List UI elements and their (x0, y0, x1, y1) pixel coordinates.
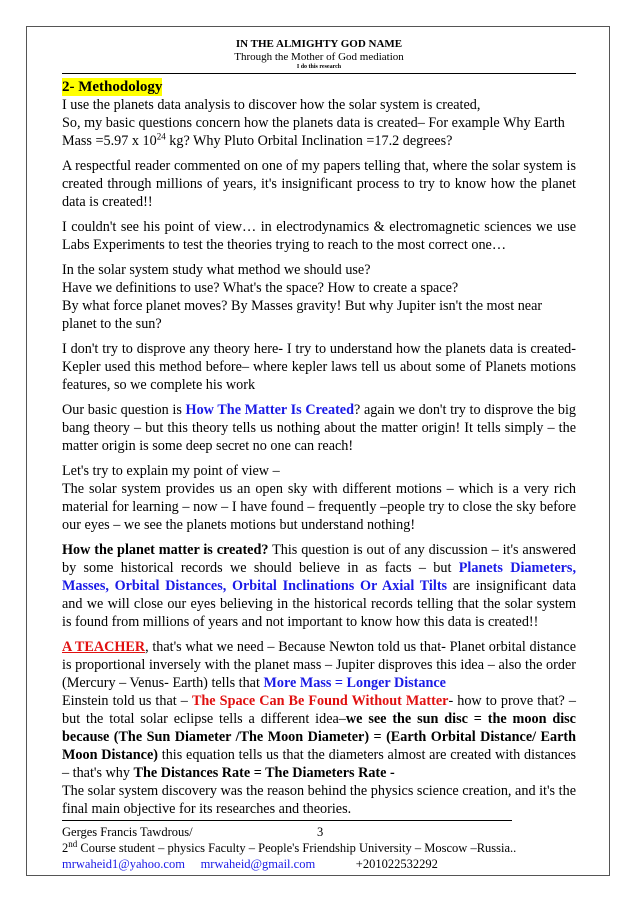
p7-line-b: The solar system provides us an open sky with different motions – which is a very rich material for learning – now – I have found – frequently –people try to close the sky before our eyes – we see the planets motions but understand nothing! (62, 481, 576, 533)
email-yahoo[interactable]: mrwaheid1@yahoo.com (62, 857, 185, 871)
section-heading: 2- Methodology (62, 79, 163, 95)
p4-line-c: By what force planet moves? By Masses gravity! But why Jupiter isn't the most near planet to the sun? (62, 298, 543, 332)
p1-line-a: I use the planets data analysis to discover how the solar system is created, (62, 97, 481, 113)
paragraph-4 (62, 261, 576, 333)
p6-text-b: ? again we don't try to disprove the big bang theory – but this theory tells us nothing about the matter origin! It tells simply – the matter origin is some deep secret no one can reach! (62, 402, 576, 454)
p9-bold-2: The Distances Rate = The Diameters Rate - (133, 765, 395, 781)
p9-text-a: , that's what we need – Because Newton told us that- Planet orbital distance is proportional inversely with the planet mass – Jupiter disproves this idea – also the order (Mercury – Venus- Earth) tells that (62, 639, 576, 691)
p1-exponent: 24 (156, 131, 166, 142)
p4-line-a: In the solar system study what method we should use? (62, 262, 371, 278)
paragraph-3: I couldn't see his point of view… in electrodynamics & electromagnetic sciences we use Labs Experiments to test the theories trying to reach to the most correct one… (62, 219, 576, 253)
header-title: IN THE ALMIGHTY GOD NAME (235, 38, 403, 50)
paragraph-5: I don't try to disprove any theory here- I try to understand how the planets data is created- Kepler used this method before– where kepler laws tell us about some of Planets motions features, so we complete his work (62, 341, 576, 393)
affil-sup: nd (68, 838, 78, 849)
footer-author: Gerges Francis Tawdrous/ (62, 825, 193, 839)
p9-bold-1: we see the sun disc = the moon disc because (The Sun Diameter /The Moon Diameter) = (Earth Orbital Distance/ Earth Moon Distance) (62, 711, 576, 763)
p9-text-d: this equation tells us that the diameters almost are created with distances – that's why (62, 747, 576, 781)
page-number: 3 (317, 825, 324, 839)
paragraph-6 (62, 401, 576, 455)
p1-line-b: So, my basic questions concern how the planets data is created– For example Why Earth Mass =5.97 x 10 (62, 115, 565, 149)
p9-text-b: Einstein told us that – (62, 693, 192, 709)
document-body (62, 76, 576, 825)
footer-contacts (62, 856, 582, 872)
paragraph-1 (62, 96, 576, 150)
p6-text-a: Our basic question is (62, 402, 186, 418)
paragraph-2: A respectful reader commented on one of my papers telling that, where the solar system is created through millions of years, it's insignificant process to try to know how the planet data is created!! (62, 158, 576, 210)
p6-highlight: How The Matter Is Created (185, 402, 354, 418)
p1-line-c: kg? Why Pluto Orbital Inclination =17.2 degrees? (165, 133, 453, 149)
phone-number: +201022532292 (355, 857, 438, 871)
email-gmail[interactable]: mrwaheid@gmail.com (200, 857, 316, 871)
header-divider (62, 73, 576, 74)
paragraph-9 (62, 638, 576, 818)
p9-highlight-2: The Space Can Be Found Without Matter (191, 693, 449, 709)
header-small: I do this research (296, 64, 342, 70)
paragraph-8 (62, 541, 576, 631)
footer-affiliation (62, 840, 582, 856)
p8-text-b: are insignificant data and we will close our eyes believing in the historical records telling that the solar system is found from millions of years and not important to know how this data is created!! (62, 578, 576, 630)
footer-divider (62, 820, 512, 821)
affil-text: Course student – physics Faculty – People's Friendship University – Moscow –Russia.. (77, 841, 517, 855)
affil-num: 2 (62, 841, 69, 855)
p4-line-b: Have we definitions to use? What's the space? How to create a space? (62, 280, 459, 296)
paragraph-7 (62, 462, 576, 534)
p9-text-c: - how to prove that? –but the total solar eclipse tells a different idea– (62, 693, 576, 727)
p8-bold: How the planet matter is created? (62, 542, 269, 558)
p8-text-a: This question is out of any discussion – it's answered by some historical records we should believe in as facts – but (62, 542, 576, 576)
p9-highlight-1: More Mass = Longer Distance (263, 675, 446, 691)
p9-teacher: A TEACHER (62, 639, 146, 655)
p9-text-e: The solar system discovery was the reason behind the physics science creation, and it's the final main objective for its researches and theories. (62, 783, 576, 817)
p7-line-a: Let's try to explain my point of view – (62, 463, 280, 479)
header-subtitle: Through the Mother of God mediation (234, 51, 404, 63)
p8-highlight: Planets Diameters, Masses, Orbital Distances, Orbital Inclinations Or Axial Tilts (62, 560, 576, 594)
footer-author-line (62, 824, 582, 840)
